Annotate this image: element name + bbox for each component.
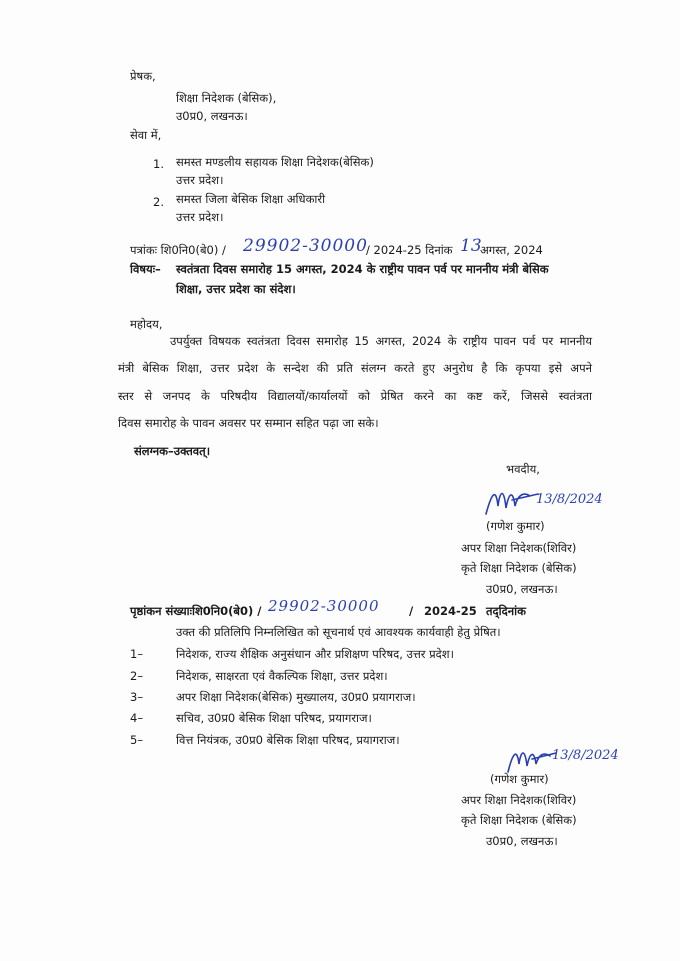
recipient-line: समस्त जिला बेसिक शिक्षा अधिकारी [176, 192, 326, 206]
subject-line-1: स्वतंत्रता दिवस समारोह 15 अगस्त, 2024 के राष्ट्रीय पावन पर्व पर माननीय मंत्री बेसिक [176, 262, 549, 276]
signer-on-behalf: कृते शिक्षा निदेशक (बेसिक) [461, 561, 577, 575]
handwritten-letter-number: 29902-30000 [243, 236, 368, 256]
copy-item-text: सचिव, उ0प्र0 बेसिक शिक्षा परिषद, प्रयागराज। [176, 711, 372, 725]
copy-item-text: वित्त नियंत्रक, उ0प्र0 बेसिक शिक्षा परिषद, प्रयागराज। [176, 733, 400, 747]
letter-date-rest: अगस्त, 2024 [480, 243, 543, 257]
copy-item-number: 5– [130, 733, 144, 747]
copy-item-number: 3– [130, 690, 144, 704]
signer-name: (गणेश कुमार) [490, 772, 549, 786]
closing: भवदीय, [506, 462, 540, 476]
body-line: मंत्री बेसिक शिक्षा, उत्तर प्रदेश के सन्देश की प्रति संलग्न करते हुए अनुरोध है कि कृपया इसे अपने [118, 361, 592, 375]
signer-designation: अपर शिक्षा निदेशक(शिविर) [461, 541, 577, 555]
letter-ref-prefix: पत्रांकः शि0नि0(बे0) / [130, 243, 226, 257]
enclosure-note: संलग्नक–उक्तवत्। [134, 444, 211, 458]
endorsement-year: 2024-25 [424, 604, 477, 618]
signer-designation: अपर शिक्षा निदेशक(शिविर) [461, 793, 577, 807]
endorsement-prefix: पृष्ठांकन संख्याःशि0नि0(बे0) / [130, 604, 262, 618]
subject-line-2: शिक्षा, उत्तर प्रदेश का संदेश। [176, 282, 296, 296]
endorsement-intro: उक्त की प्रतिलिपि निम्नलिखित को सूचनार्थ एवं आवश्यक कार्यवाही हेतु प्रेषित। [176, 625, 501, 639]
copy-item-number: 2– [130, 669, 144, 683]
signer-name: (गणेश कुमार) [486, 519, 545, 533]
letter-ref-suffix: / 2024-25 दिनांक [366, 243, 453, 257]
copy-item-number: 4– [130, 711, 144, 725]
recipient-line: उत्तर प्रदेश। [176, 210, 224, 224]
sender-line-2: उ0प्र0, लखनऊ। [176, 109, 248, 123]
endorsement-date: तद्‌दिनांक [486, 604, 526, 618]
copy-item-text: निदेशक, साक्षरता एवं वैकल्पिक शिक्षा, उत्तर प्रदेश। [176, 669, 388, 683]
copy-item-number: 1– [130, 647, 144, 661]
to-label: सेवा में, [130, 128, 162, 142]
endorsement-slash: / [409, 604, 414, 618]
subject-label: विषयः– [130, 262, 161, 276]
signer-on-behalf: कृते शिक्षा निदेशक (बेसिक) [461, 813, 577, 827]
signer-place: उ0प्र0, लखनऊ। [486, 582, 558, 596]
recipient-line: समस्त मण्डलीय सहायक शिक्षा निदेशक(बेसिक) [176, 155, 374, 169]
copy-item-text: निदेशक, राज्य शैक्षिक अनुसंधान और प्रशिक्षण परिषद, उत्तर प्रदेश। [176, 647, 454, 661]
sender-label: प्रेषक, [130, 69, 156, 83]
body-line: स्तर से जनपद के परिषदीय विद्यालयों/कार्यालयों को प्रेषित करने का कष्ट करें, जिससे स्वतंत्रता [118, 389, 592, 403]
sender-line-1: शिक्षा निदेशक (बेसिक), [176, 91, 277, 105]
signature-1-scrawl [482, 484, 542, 522]
recipient-number: 2. [153, 195, 164, 209]
signature-2-date: 13/8/2024 [552, 748, 619, 763]
body-line: उपर्युक्त विषयक स्वतंत्रता दिवस समारोह 15 अगस्त, 2024 के राष्ट्रीय पावन पर्व पर माननीय [170, 334, 592, 348]
body-line: दिवस समारोह के पावन अवसर पर सम्मान सहित पढ़ा जा सके। [118, 416, 379, 430]
copy-item-text: अपर शिक्षा निदेशक(बेसिक) मुख्यालय, उ0प्र0 प्रयागराज। [176, 690, 416, 704]
signature-1-date: 13/8/2024 [536, 492, 603, 507]
handwritten-day: 13 [460, 236, 482, 256]
handwritten-endorsement-number: 29902-30000 [268, 597, 380, 615]
signer-place: उ0प्र0, लखनऊ। [486, 834, 558, 848]
salutation: महोदय, [130, 317, 163, 331]
recipient-number: 1. [153, 157, 164, 171]
recipient-line: उत्तर प्रदेश। [176, 173, 224, 187]
